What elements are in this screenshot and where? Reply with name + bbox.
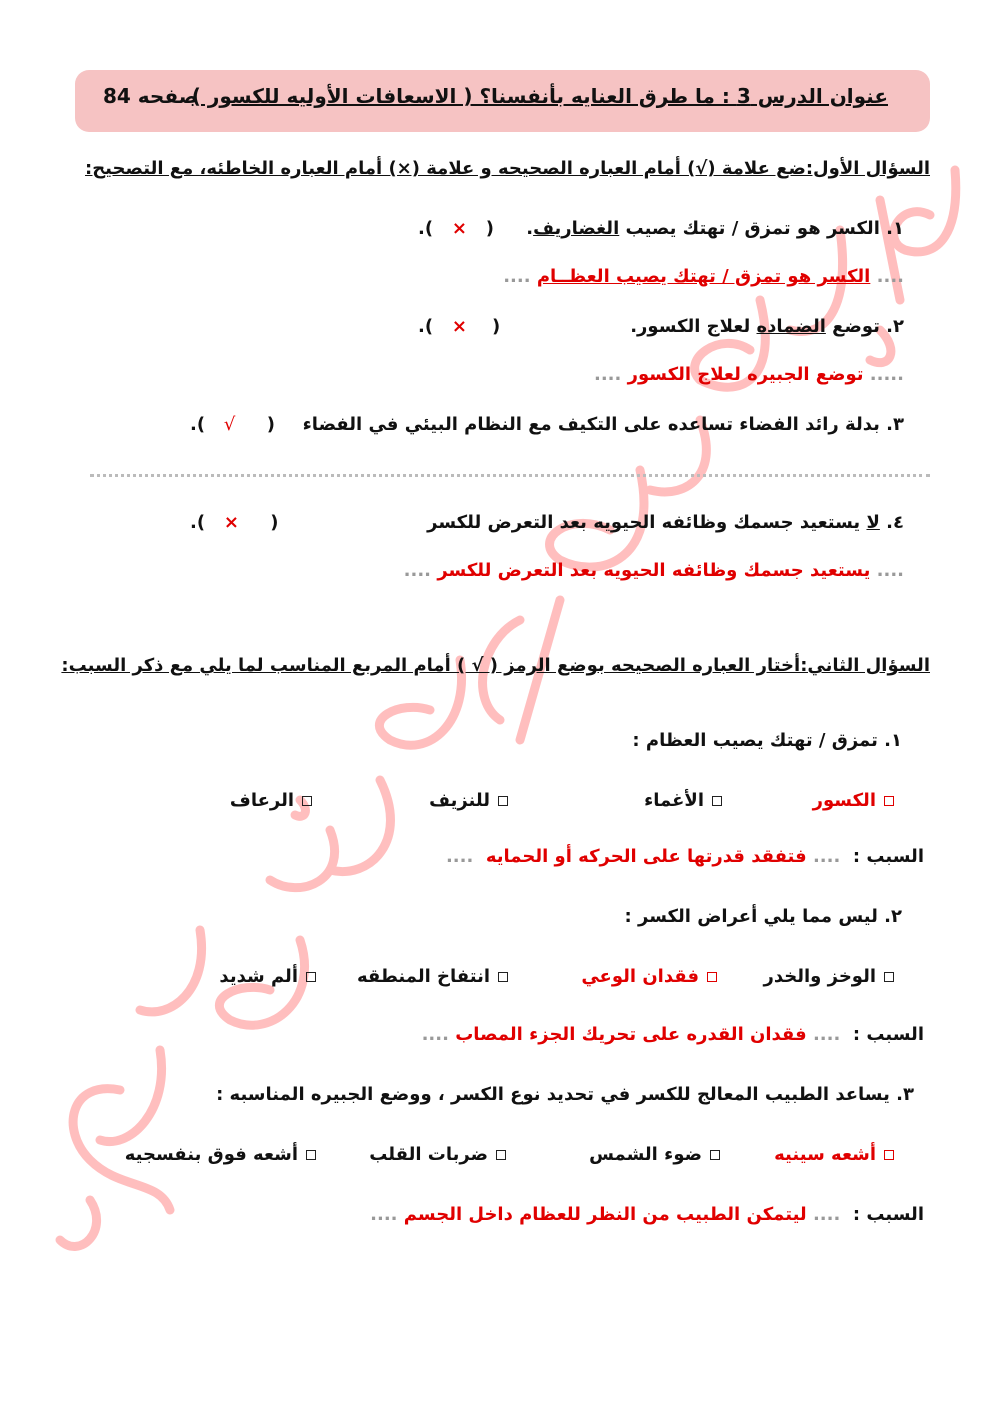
checkbox-icon[interactable] <box>884 972 894 982</box>
q1-item-2 <box>630 316 904 337</box>
question-1-title: السؤال الأول:ضع علامة (√) أمام العباره الصحيحه و علامة (×) أمام العباره الخاطئه، مع التصحيح: <box>85 158 930 179</box>
q2-item-1-option-1[interactable]: الكسور <box>813 790 894 811</box>
q2-item-1-option-4[interactable]: الرعاف <box>230 790 312 811</box>
q2-item-1-option-3[interactable]: للنزيف <box>429 790 508 811</box>
reason-text: فتفقد قدرتها على الحركه أو الحمايه <box>485 846 807 867</box>
reason-label: السبب : <box>852 846 924 867</box>
statement-underlined: الغضاريف <box>533 218 620 239</box>
q2-item-2-option-3[interactable]: انتفاخ المنطقه <box>357 966 508 987</box>
q1-item-1-answer: .( × ) <box>418 218 494 239</box>
q2-item-1-option-2[interactable]: الأغماء <box>644 790 722 811</box>
correction-text: توضع الجبيره لعلاج الكسور <box>627 364 864 385</box>
q1-item-3 <box>303 414 904 435</box>
item-number: ١. <box>886 218 904 239</box>
correction-text: الكسر هو تمزق / تهتك يصيب العظــام <box>536 266 871 287</box>
wrong-mark: × <box>451 218 467 239</box>
statement-text-end: . <box>526 218 534 239</box>
item-number: ٤. <box>886 512 904 533</box>
q2-item-3-option-1[interactable]: أشعه سينيه <box>774 1144 894 1165</box>
question-text: يساعد الطبيب المعالج للكسر في تحديد نوع الكسر ، ووضع الجبيره المناسبه : <box>216 1084 890 1105</box>
q2-item-2-question <box>625 906 902 927</box>
question-2-title: السؤال الثاني:أختار العباره الصحيحه بوضع الرمز ( √ ) أمام المربع المناسب لما يلي مع ذكر السبب: <box>61 655 930 676</box>
checkbox-icon[interactable] <box>302 796 312 806</box>
checkbox-icon[interactable] <box>496 1150 506 1160</box>
q1-item-1-correction: .... الكسر هو تمزق / تهتك يصيب العظــام .... <box>503 266 904 287</box>
q1-item-2-answer: .( × ) <box>418 316 501 337</box>
q1-item-4-correction: .... يستعيد جسمك وظائفه الحيويه بعد التعرض للكسر .... <box>403 560 904 581</box>
reason-label: السبب : <box>852 1204 924 1225</box>
checkbox-icon[interactable] <box>306 972 316 982</box>
statement-underlined: الضماده <box>756 316 826 337</box>
statement-text: بدلة رائد الفضاء تساعده على التكيف مع النظام البيئي في الفضاء <box>302 414 880 435</box>
item-number: ٢. <box>884 906 902 927</box>
lesson-title: عنوان الدرس 3 : ما طرق العنايه بأنفسنا؟ ( الاسعافات الأوليه للكسور ) <box>191 84 888 108</box>
statement-text: توضع <box>825 316 880 337</box>
q1-item-4 <box>427 512 904 533</box>
item-number: ٢. <box>886 316 904 337</box>
checkbox-icon[interactable] <box>306 1150 316 1160</box>
q2-item-3-question <box>216 1084 914 1105</box>
lesson-header <box>75 70 930 132</box>
item-number: ٣. <box>896 1084 914 1105</box>
q2-item-3-option-2[interactable]: ضوء الشمس <box>589 1144 720 1165</box>
question-text: ليس مما يلي أعراض الكسر : <box>624 906 878 927</box>
statement-underlined: لا <box>866 512 880 533</box>
q2-item-3-option-4[interactable]: أشعه فوق بنفسجيه <box>125 1144 316 1165</box>
q1-item-3-blank-line <box>90 474 930 477</box>
q2-item-2-option-1[interactable]: الوخز والخدر <box>764 966 895 987</box>
correction-text: يستعيد جسمك وظائفه الحيويه بعد التعرض للكسر <box>437 560 871 581</box>
statement-text-end: لعلاج الكسور. <box>630 316 757 337</box>
reason-text: فقدان القدره على تحريك الجزء المصاب <box>455 1024 807 1045</box>
q2-item-2-option-2[interactable]: فقدان الوعي <box>581 966 717 987</box>
checkbox-icon[interactable] <box>710 1150 720 1160</box>
q2-item-2-option-4[interactable]: ألم شديد <box>219 966 316 987</box>
wrong-mark: × <box>223 512 239 533</box>
checkbox-icon[interactable] <box>498 796 508 806</box>
q1-item-3-answer: .( √ ) <box>190 414 275 435</box>
checkbox-icon[interactable] <box>498 972 508 982</box>
correct-mark: √ <box>223 414 236 435</box>
q2-item-3-option-3[interactable]: ضربات القلب <box>369 1144 506 1165</box>
statement-text: الكسر هو تمزق / تهتك يصيب <box>619 218 880 239</box>
checkbox-icon[interactable] <box>707 972 717 982</box>
q1-item-1 <box>526 218 904 239</box>
checkbox-icon[interactable] <box>884 796 894 806</box>
statement-text-end: يستعيد جسمك وظائفه الحيويه بعد التعرض للكسر <box>427 512 867 533</box>
checkbox-icon[interactable] <box>884 1150 894 1160</box>
item-number: ١. <box>884 730 902 751</box>
reason-label: السبب : <box>852 1024 924 1045</box>
wrong-mark: × <box>451 316 467 337</box>
q1-item-4-answer: .( × ) <box>190 512 279 533</box>
q2-item-1-reason: السبب : .... فتفقد قدرتها على الحركه أو الحمايه .... <box>445 846 924 867</box>
question-text: تمزق / تهتك يصيب العظام : <box>632 730 878 751</box>
checkbox-icon[interactable] <box>712 796 722 806</box>
page-number: صفحه 84 <box>103 84 199 108</box>
q2-item-3-reason: السبب : .... ليتمكن الطبيب من النظر للعظام داخل الجسم .... <box>370 1204 924 1225</box>
item-number: ٣. <box>886 414 904 435</box>
q2-item-2-reason: السبب : .... فقدان القدره على تحريك الجزء المصاب .... <box>421 1024 924 1045</box>
q2-item-1-question <box>632 730 902 751</box>
reason-text: ليتمكن الطبيب من النظر للعظام داخل الجسم <box>403 1204 807 1225</box>
q1-item-2-correction: ..... توضع الجبيره لعلاج الكسور .... <box>594 364 904 385</box>
